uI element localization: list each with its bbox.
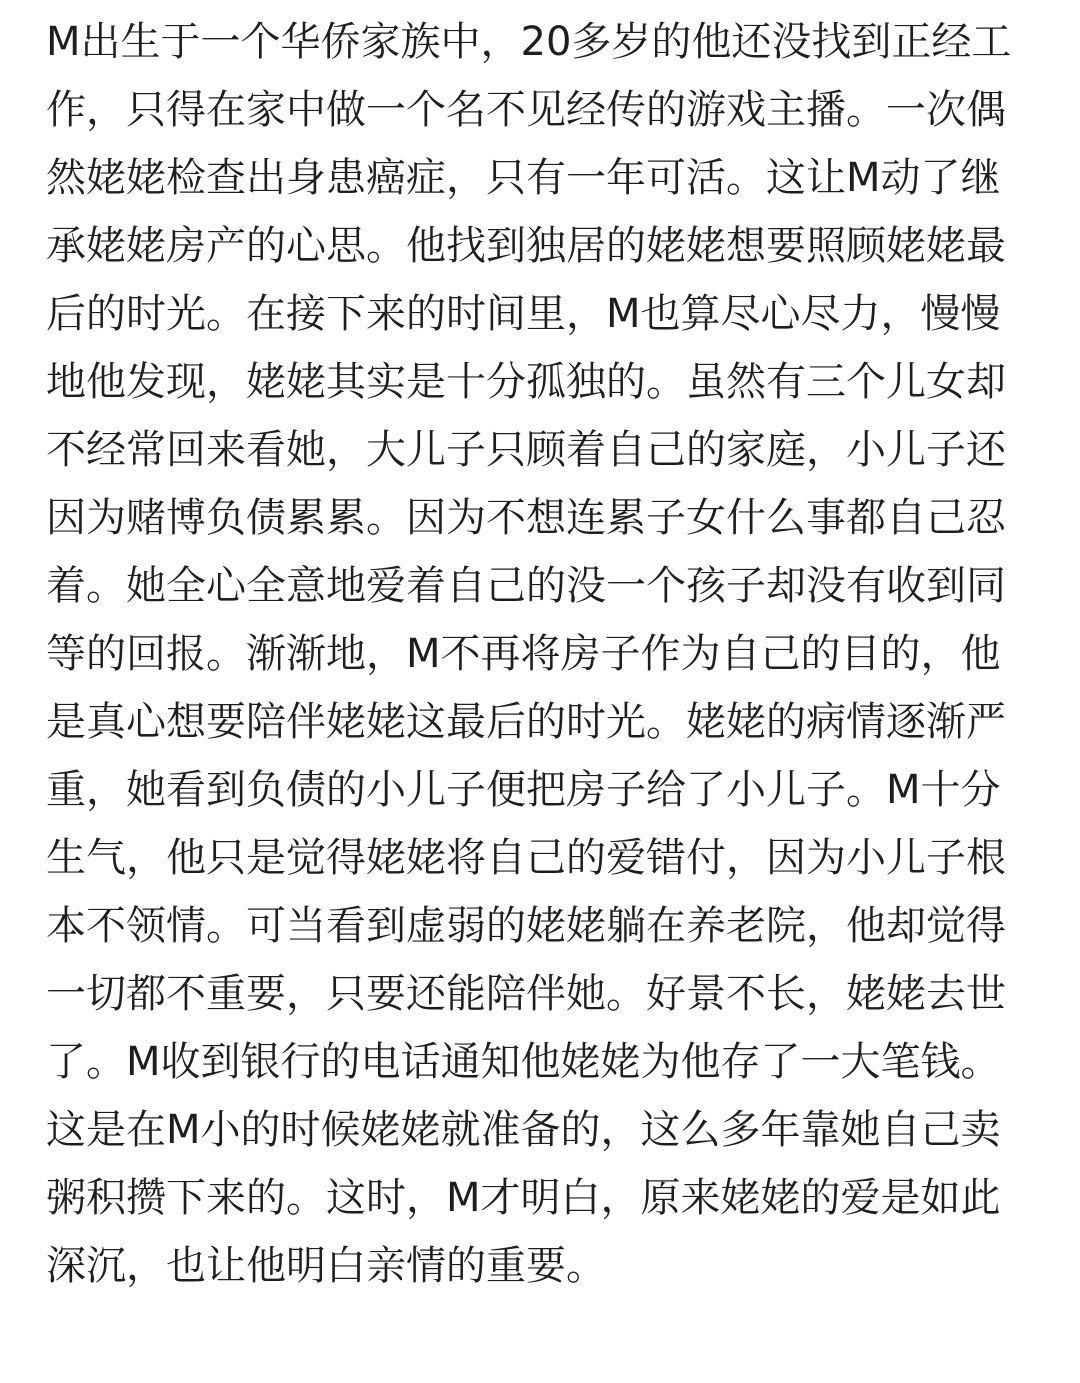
text-line: 着。她全心全意地爱着自己的没一个孩子却没有收到同 xyxy=(46,563,1006,609)
text-line: 本不领情。可当看到虚弱的姥姥躺在养老院，他却觉得 xyxy=(46,903,1006,949)
text-line: 地他发现，姥姥其实是十分孤独的。虽然有三个儿女却 xyxy=(46,359,1006,405)
text-line: 了。M收到银行的电话通知他姥姥为他存了一大笔钱。 xyxy=(46,1039,1001,1085)
text-line: 重，她看到负债的小儿子便把房子给了小儿子。M十分 xyxy=(46,767,1001,813)
text-line: 等的回报。渐渐地，M不再将房子作为自己的目的，他 xyxy=(46,631,1001,677)
text-line: 是真心想要陪伴姥姥这最后的时光。姥姥的病情逐渐严 xyxy=(46,699,1006,745)
text-line: 这是在M小的时候姥姥就准备的，这么多年靠她自己卖 xyxy=(46,1107,1001,1153)
text-line: 承姥姥房产的心思。他找到独居的姥姥想要照顾姥姥最 xyxy=(46,223,1006,269)
text-line: M出生于一个华侨家族中，20多岁的他还没找到正经工 xyxy=(46,19,1012,65)
text-line: 生气，他只是觉得姥姥将自己的爱错付，因为小儿子根 xyxy=(46,835,1006,881)
text-line: 不经常回来看她，大儿子只顾着自己的家庭，小儿子还 xyxy=(46,427,1006,473)
text-line: 粥积攒下来的。这时，M才明白，原来姥姥的爱是如此 xyxy=(46,1175,1001,1221)
text-line: 作，只得在家中做一个名不见经传的游戏主播。一次偶 xyxy=(46,87,1006,133)
text-line: 因为赌博负债累累。因为不想连累子女什么事都自己忍 xyxy=(46,495,1006,541)
text-line: 然姥姥检查出身患癌症，只有一年可活。这让M动了继 xyxy=(46,155,1001,201)
article-text xyxy=(46,8,1046,1300)
text-line: 一切都不重要，只要还能陪伴她。好景不长，姥姥去世 xyxy=(46,971,1006,1017)
text-line: 深沉，也让他明白亲情的重要。 xyxy=(46,1243,606,1289)
text-line: 后的时光。在接下来的时间里，M也算尽心尽力，慢慢 xyxy=(46,291,1001,337)
